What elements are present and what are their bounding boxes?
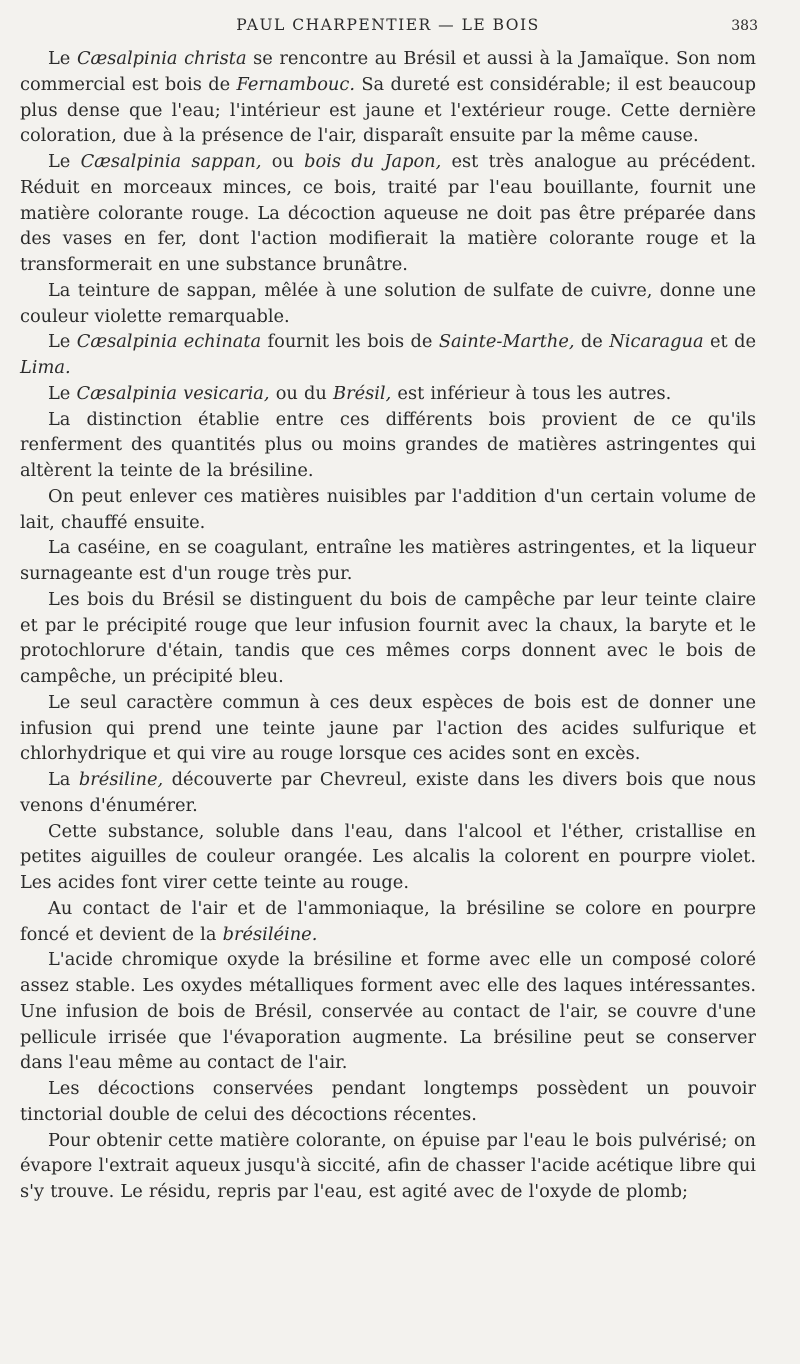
italic-text: Nicaragua: [609, 331, 704, 353]
paragraph: [20, 46, 756, 149]
text-run: Le: [48, 48, 77, 69]
italic-text: Lima.: [20, 357, 71, 378]
paragraph: [20, 947, 756, 1076]
text-run: Pour obtenir cette matière colorante, on épuise par l'eau le bois pulvérisé; on évapore l'extrait aqueux jusqu'à siccité, afin de chasser l'acide acétique libre qui s'y trouve. Le résidu, repris par l'eau, est agité avec de l'oxyde de plomb;: [20, 1129, 756, 1202]
text-run: La caséine, en se coagulant, entraîne les matières astringentes, et la liqueur surnageante est d'un rouge très pur.: [20, 537, 756, 584]
text-run: se rencontre au Brésil et aussi à la Jamaïque. Son nom commercial est bois de: [20, 48, 757, 95]
italic-text: Cæsalpinia sappan,: [80, 151, 262, 172]
book-page: [20, 8, 756, 1205]
paragraph: [20, 819, 756, 896]
text-run: Le: [48, 151, 81, 172]
paragraph: [20, 278, 756, 330]
text-run: Le: [48, 331, 77, 353]
text-run: fournit les bois de: [261, 331, 439, 353]
paragraph: [20, 767, 756, 819]
text-run: ou du: [269, 382, 334, 404]
text-run: Au contact de l'air et de l'ammoniaque, la brésiline se colore en pourpre foncé et devient de la: [20, 897, 756, 945]
text-run: Les décoctions conservées pendant longtemps possèdent un pouvoir tinctorial double de celui des décoctions récentes.: [20, 1078, 756, 1125]
text-run: L'acide chromique oxyde la brésiline et forme avec elle un composé coloré assez stable. Les oxydes métalliques forment avec elle des laques intéressantes. Une infusion de bois de Brésil, conservée au contact de l'air, se couvre d'une pellicule irrisée que l'évaporation augmente. La brésiline peut se conserver dans l'eau même au contact de l'air.: [20, 949, 756, 1074]
text-run: de: [574, 331, 610, 353]
paragraph: [20, 329, 756, 381]
text-run: Le seul caractère commun à ces deux espèces de bois est de donner une infusion qui prend une teinte jaune par l'action des acides sulfurique et chlorhydrique et qui vire au rouge lorsque ces acides sont en excès.: [20, 691, 756, 765]
text-run: La: [48, 769, 79, 790]
running-title: PAUL CHARPENTIER — LE BOIS: [236, 16, 540, 34]
italic-text: bois du Japon,: [304, 151, 442, 172]
paragraph: [20, 1076, 756, 1128]
paragraph: [20, 535, 756, 587]
paragraph: [20, 407, 756, 484]
italic-text: Fernambouc.: [236, 73, 355, 95]
text-run: Les bois du Brésil se distinguent du bois de campêche par leur teinte claire et par le précipité rouge que leur infusion fournit avec la chaux, la baryte et le protochlorure d'étain, tandis que ces mêmes corps donnent avec le bois de campêche, un précipité bleu.: [20, 588, 756, 687]
paragraph: [20, 1128, 756, 1205]
italic-text: Cæsalpinia vesicaria,: [76, 382, 270, 404]
text-run: découverte par Chevreul, existe dans les divers bois que nous venons d'énumérer.: [20, 769, 757, 816]
paragraph: [20, 690, 756, 767]
page-number: 383: [731, 18, 758, 34]
italic-text: brésiléine.: [222, 923, 318, 945]
text-run: Sa dureté est considérable; il est beaucoup plus dense que l'eau; l'intérieur est jaune et l'extérieur rouge. Cette dernière coloration, due à la présence de l'air, disparaît ensuite par la même cause.: [20, 73, 756, 147]
text-run: On peut enlever ces matières nuisibles par l'addition d'un certain volume de lait, chauffé ensuite.: [20, 485, 756, 533]
text-run: La teinture de sappan, mêlée à une solution de sulfate de cuivre, donne une couleur violette remarquable.: [20, 279, 756, 327]
text-run: Cette substance, soluble dans l'eau, dans l'alcool et l'éther, cristallise en petites aiguilles de couleur orangée. Les alcalis la colorent en pourpre violet. Les acides font virer cette teinte au rouge.: [20, 820, 756, 893]
paragraph: [20, 484, 756, 536]
text-run: et de: [703, 331, 756, 353]
italic-text: Cæsalpinia echinata: [76, 331, 262, 353]
italic-text: brésiline,: [78, 769, 164, 790]
paragraph: [20, 587, 756, 690]
text-run: est inférieur à tous les autres.: [391, 382, 672, 404]
text-run: Le: [48, 382, 77, 404]
running-head: [20, 8, 756, 46]
text-run: est très analogue au précédent. Réduit en morceaux minces, ce bois, traité par l'eau bouillante, fournit une matière colorante rouge. La décoction aqueuse ne doit pas être préparée dans des vases en fer, dont l'action modifierait la matière colorante rouge et la transformerait en une substance brunâtre.: [20, 151, 757, 275]
body-text: [20, 46, 756, 1205]
paragraph: [20, 381, 756, 407]
italic-text: Cæsalpinia christa: [76, 48, 247, 69]
italic-text: Sainte-Marthe,: [438, 331, 575, 353]
paragraph: [20, 149, 756, 278]
text-run: ou: [261, 151, 305, 172]
paragraph: [20, 896, 756, 948]
italic-text: Brésil,: [333, 382, 392, 404]
text-run: La distinction établie entre ces différents bois provient de ce qu'ils renferment des quantités plus ou moins grandes de matières astringentes qui altèrent la teinte de la brésiline.: [20, 408, 756, 481]
